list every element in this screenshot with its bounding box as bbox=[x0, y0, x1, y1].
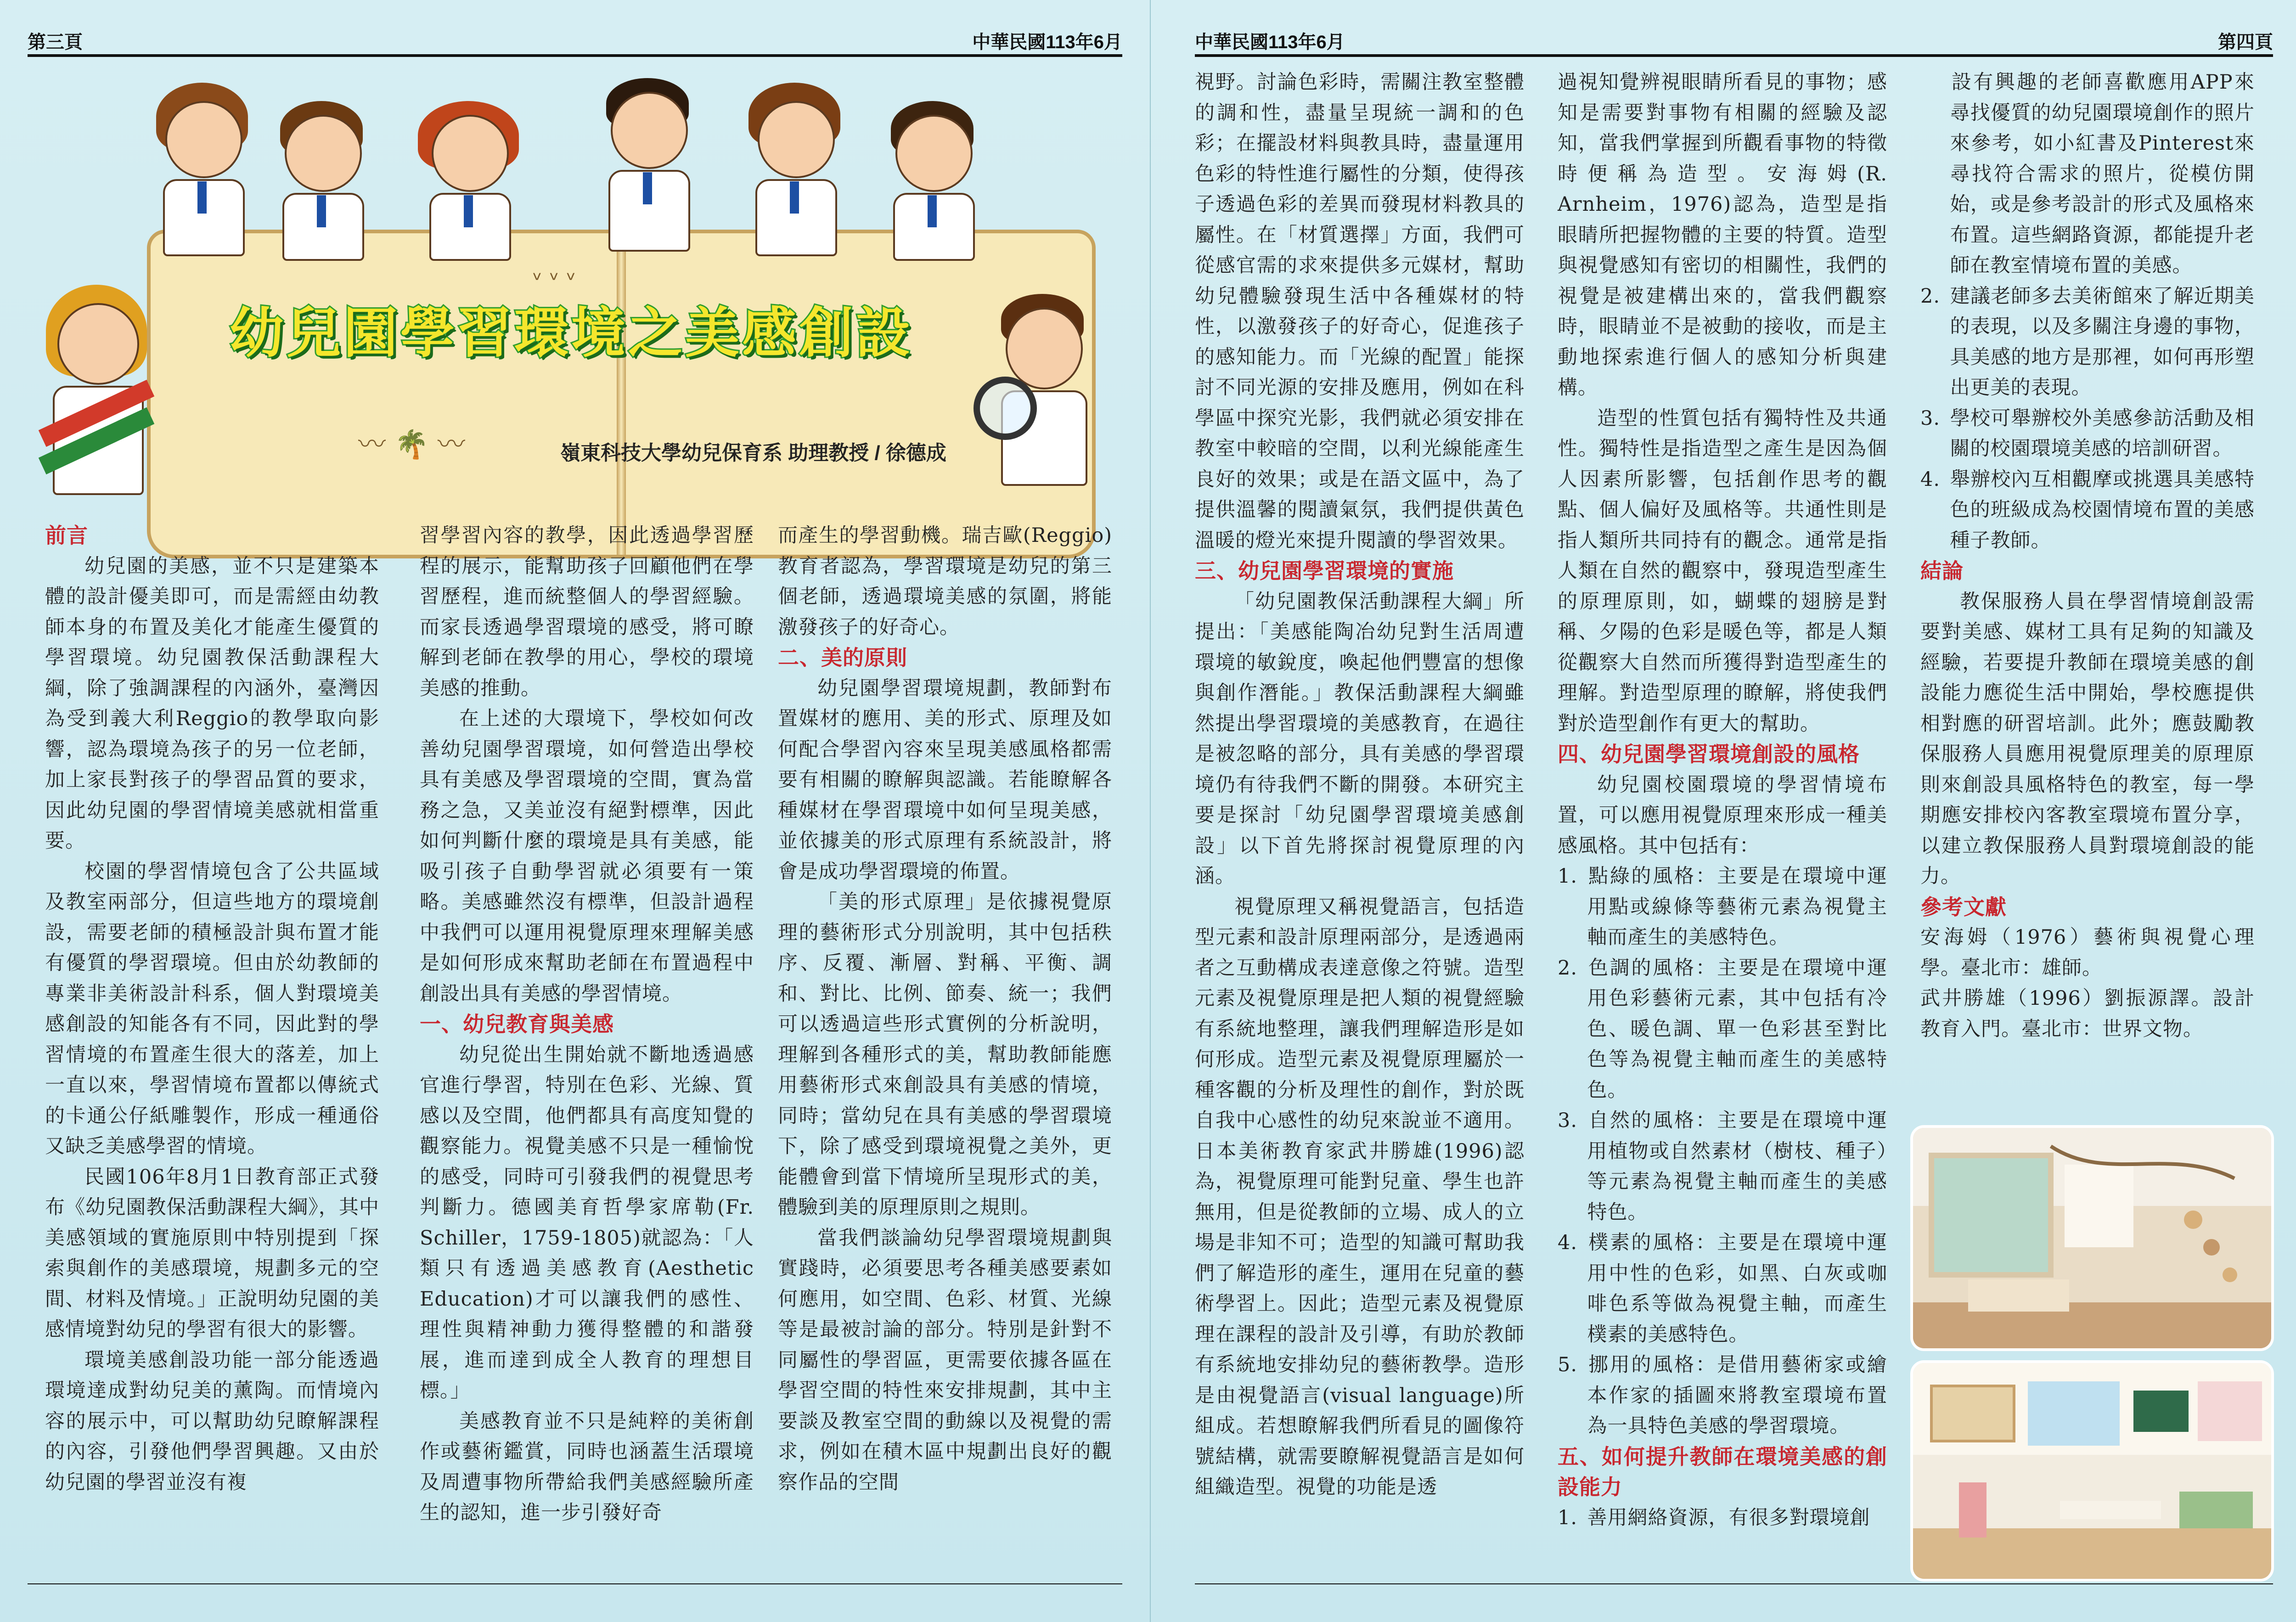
paragraph: 教保服務人員在學習情境創設需要對美感、媒材工具有足夠的知識及經驗，若要提升教師在環境美感的創設能力應從生活中開始，學校應提供相對應的研習培訓。此外；應鼓勵教保服務人員應用視覺原理美的原理原則來創設具風格特色的教室，每一學期應安排校內客教室環境布置分享，以建立教保服務人員對環境創設的能力。 bbox=[1920, 590, 2255, 888]
style-list bbox=[1558, 861, 1887, 1442]
paragraph: 當我們談論幼兒學習環境規劃與實踐時，必須要思考各種美感要素如何應用，如空間、色彩、材質、光線等是最被討論的部分。特別是針對不同屬性的學習區，更需要依據各區在學習空間的特性來安排規劃，其中主要談及教室空間的動線以及視覺的需求，例如在積木區中規劃出良好的觀察作品的空間 bbox=[778, 1226, 1112, 1494]
section-heading-5: 五、如何提升教師在環境美感的創設能力 bbox=[1558, 1444, 1887, 1499]
list-item: 3. 自然的風格：主要是在環境中運用植物或自然素材（樹枝、種子）等元素為視覺主軸而產生的美感特色。 bbox=[1558, 1109, 1887, 1224]
section-heading-2: 二、美的原則 bbox=[778, 646, 907, 670]
paragraph: 造型的性質包括有獨特性及共通性。獨特性是指造型之產生是因為個人因素所影響，包括創作思考的觀點、個人偏好及風格等。共通性則是指人類所共同持有的觀念。通常是指人類在自然的觀察中，發現造型產生的原理原則，如，蝴蝶的翅膀是對稱、夕陽的色彩是暖色等，都是人類從觀察大自然而所獲得對造型產生的理解。對造型原理的瞭解，將使我們對於造型創作有更大的幫助。 bbox=[1558, 406, 1887, 735]
paragraph: 美感教育並不只是純粹的美術創作或藝術鑑賞，同時也涵蓋生活環境及周遭事物所帶給我們美感經驗所產生的認知，進一步引發好奇 bbox=[420, 1409, 754, 1524]
column-6 bbox=[1920, 67, 2255, 1044]
section-heading-references: 參考文獻 bbox=[1920, 895, 2007, 919]
suggestion-list bbox=[1558, 1503, 1887, 1533]
paragraph: 民國106年8月1日教育部正式發布《幼兒園教保活動課程大綱》，其中美感領域的實施原則中特別提到「探索與創作的美感環境，規劃多元的空間、材料及情境。」正說明幼兒園的美感情境對幼兒的學習有很大的影響。 bbox=[45, 1165, 379, 1341]
column-5 bbox=[1558, 67, 1887, 1533]
column-1 bbox=[45, 520, 379, 1498]
section-heading-preface: 前言 bbox=[45, 524, 88, 547]
footer-rule bbox=[28, 1583, 1122, 1584]
issue-date: 中華民國113年6月 bbox=[972, 32, 1122, 52]
header-rule bbox=[1195, 54, 2273, 57]
footer-rule bbox=[1195, 1583, 2273, 1584]
kid-illustration bbox=[882, 101, 983, 257]
paragraph: 環境美感創設功能一部分能透過環境達成對幼兒美的薰陶。而情境內容的展示中，可以幫助幼兒瞭解課程的內容，引發他們學習興趣。又由於幼兒園的學習並沒有複 bbox=[45, 1348, 379, 1494]
list-item: 5. 挪用的風格：是借用藝術家或繪本作家的插圖來將教室環境布置為一具特色美感的學習環境。 bbox=[1558, 1353, 1887, 1437]
girl-with-pencils-illustration bbox=[37, 285, 156, 514]
list-item: 2. 色調的風格：主要是在環境中運用色彩藝術元素，其中包括有冷色、暖色調、單一色彩甚至對比色等為視覺主軸而產生的美感特色。 bbox=[1558, 956, 1887, 1102]
open-book-illustration bbox=[147, 230, 1096, 558]
page-label: 第三頁 bbox=[28, 32, 83, 52]
reference-item: 武井勝雄（1996）劉振源譯。設計教育入門。臺北市：世界文物。 bbox=[1920, 987, 2255, 1041]
section-heading-3: 三、幼兒園學習環境的實施 bbox=[1195, 559, 1454, 583]
kid-illustration bbox=[597, 78, 698, 257]
section-heading-conclusion: 結論 bbox=[1920, 559, 1964, 583]
page-four bbox=[1150, 0, 2296, 1622]
list-item: 2. 建議老師多去美術館來了解近期美的表現，以及多關注身邊的事物，具美感的地方是那裡，如何再形塑出更美的表現。 bbox=[1920, 284, 2255, 399]
paragraph: 視覺原理又稱視覺語言，包括造型元素和設計原理兩部分，是透過兩者之互動構成表達意像之符號。造型元素及視覺原理是把人類的視覺經驗有系統地整理，讓我們理解造形是如何形成。造型元素及視覺原理屬於一種客觀的分析及理性的創作，對於既自我中心感性的幼兒來說並不適用。日本美術教育家武井勝雄(1996)認為，視覺原理可能對兒童、學生也許無用，但是從教師的立場、成人的立場是非知不可；造型的知識可幫助我們了解造形的產生，運用在兒童的藝術學習上。因此；造型元素及視覺原理在課程的設計及引導，有助於教師有系統地安排幼兒的藝術教學。造形是由視覺語言(visual language)所組成。若想瞭解我們所看見的圖像符號結構，就需要瞭解視覺語言是如何組織造型。視覺的功能是透 bbox=[1195, 895, 1525, 1498]
classroom-photo-color-style bbox=[1910, 1360, 2274, 1582]
author-byline: 嶺東科技大學幼兒保育系 助理教授 / 徐德成 bbox=[560, 442, 946, 464]
list-item: 1. 點綠的風格：主要是在環境中運用點或線條等藝術元素為視覺主軸而產生的美感特色。 bbox=[1558, 865, 1887, 949]
paragraph: 習學習內容的教學，因此透過學習歷程的展示，能幫助孩子回顧他們在學習歷程，進而統整個人的學習經驗。而家長透過學習環境的感受，將可瞭解到老師在教學的用心，學校的環境美感的推動。 bbox=[420, 524, 754, 700]
birds-doodle: ᵛ ᵛ ᵛ bbox=[533, 266, 576, 293]
paragraph: 「幼兒園教保活動課程大綱」所提出：「美感能陶冶幼兒對生活周遭環境的敏銳度，喚起他們豐富的想像與創作潛能。」教保活動課程大綱雖然提出學習環境的美感教育，在過往是被忽略的部分，具有美感的學習環境仍有待我們不斷的開發。本研究主要是探討「幼兒園學習環境美感創設」以下首先將探討視覺原理的內涵。 bbox=[1195, 590, 1525, 888]
header-rule bbox=[28, 54, 1122, 57]
list-item: 4. 舉辦校內互相觀摩或挑選具美感特色的班級成為校園情境布置的美感種子教師。 bbox=[1920, 467, 2255, 552]
classroom-photo-image bbox=[1913, 1128, 2271, 1348]
paragraph: 幼兒從出生開始就不斷地透過感官進行學習，特別在色彩、光線、質感以及空間，他們都具有高度知覺的觀察能力。視覺美感不只是一種愉悅的感受，同時可引發我們的視覺思考判斷力。德國美育哲學家席勒(Fr. Schiller，1759-1805)就認為：「人類只有透過美感教育(Aesthetic Education)才可以讓我們的感性、理性與精神動力獲得整體的和諧發展，進而達到成全人教育的理想目標。」 bbox=[420, 1043, 754, 1402]
suggestion-list-continued bbox=[1920, 67, 2255, 556]
column-3 bbox=[778, 520, 1112, 1498]
article-banner bbox=[28, 73, 1120, 514]
page-label: 第四頁 bbox=[2218, 32, 2273, 52]
list-item: 3. 學校可舉辦校外美感參訪活動及相關的校園環境美感的培訓研習。 bbox=[1920, 406, 2255, 460]
reference-list bbox=[1920, 922, 2255, 1044]
paragraph: 幼兒園的美感，並不只是建築本體的設計優美即可，而是需經由幼教師本身的布置及美化才能產生優質的學習環境。幼兒園教保活動課程大綱，除了強調課程的內涵外，臺灣因為受到義大利Reggio的教學取向影響，認為環境為孩子的另一位老師，加上家長對孩子的學習品質的要求，因此幼兒園的學習情境美感就相當重要。 bbox=[45, 554, 379, 852]
kid-illustration bbox=[418, 96, 519, 257]
kid-illustration bbox=[152, 83, 253, 257]
column-4 bbox=[1195, 67, 1525, 1503]
section-heading-4: 四、幼兒園學習環境創設的風格 bbox=[1558, 742, 1860, 766]
list-item: 4. 樸素的風格：主要是在環境中運用中性的色彩，如黑、白灰或咖啡色系等做為視覺主軸，而產生樸素的美感特色。 bbox=[1558, 1231, 1887, 1346]
column-2 bbox=[420, 520, 754, 1528]
boy-with-magnifier-illustration bbox=[974, 294, 1111, 514]
paragraph: 幼兒園校園環境的學習情境布置，可以應用視覺原理來形成一種美感風格。其中包括有： bbox=[1558, 773, 1887, 857]
list-item: 1. 善用網絡資源，有很多對環境創 bbox=[1558, 1506, 1870, 1529]
paragraph: 視野。討論色彩時，需關注教室整體的調和性，盡量呈現統一調和的色彩；在擺設材料與教具時，盡量運用色彩的特性進行屬性的分類，使得孩子透過色彩的差異而發現材料教具的屬性。在「材質選擇」方面，我們可從感官需的求來提供多元媒材，幫助幼兒體驗發現生活中各種媒材的特性，以激發孩子的好奇心，促進孩子的感知能力。而「光線的配置」能探討不同光源的安排及應用，例如在科學區中探究光影，我們就必須安排在教室中較暗的空間，以利光線能產生良好的效果；或是在語文區中，為了提供溫馨的閱讀氣氛，我們提供黃色溫暖的燈光來提升閱讀的學習效果。 bbox=[1195, 71, 1525, 552]
paragraph: 「美的形式原理」是依據視覺原理的藝術形式分別說明，其中包括秩序、反覆、漸層、對稱、平衡、調和、對比、比例、節奏、統一；我們可以透過這些形式實例的分析說明，理解到各種形式的美，幫助教師能應用藝術形式來創設具有美感的情境，同時；當幼兒在具有美感的學習環境下，除了感受到環境視覺之美外，更能體會到當下情境所呈現形式的美，體驗到美的原理原則之規則。 bbox=[778, 890, 1112, 1219]
kid-illustration bbox=[271, 101, 372, 257]
section-heading-1: 一、幼兒教育與美感 bbox=[420, 1012, 614, 1036]
paragraph: 校園的學習情境包含了公共區域及教室兩部分，但這些地方的環境創設，需要老師的積極設計與布置才能有優質的學習環境。但由於幼教師的專業非美術設計科系，個人對環境美感創設的知能各有不同，因此對的學習情境的布置產生很大的落差，加上一直以來，學習情境布置都以傳統式的卡通公仔紙雕製作，形成一種通俗又缺乏美感學習的情境。 bbox=[45, 860, 379, 1158]
book-spine bbox=[617, 233, 626, 555]
classroom-photo-natural-style bbox=[1910, 1125, 2274, 1351]
paragraph: 過視知覺辨視眼睛所看見的事物；感知是需要對事物有相關的經驗及認知，當我們掌握到所觀看事物的特徵時便稱為造型。安海姆(R. Arnheim，1976)認為，造型是指眼睛所把握物體的主要的特質。造型與視覺感知有密切的相關性，我們的視覺是被建構出來的，當我們觀察時，眼睛並不是被動的接收，而是主動地探索進行個人的感知分析與建構。 bbox=[1558, 71, 1887, 399]
article-title: 幼兒園學習環境之美感創設 bbox=[230, 301, 913, 365]
reference-item: 安海姆（1976）藝術與視覺心理學。臺北市：雄師。 bbox=[1920, 926, 2255, 980]
paragraph: 在上述的大環境下，學校如何改善幼兒園學習環境，如何營造出學校具有美感及學習環境的空間，實為當務之急，又美並沒有絕對標準，因此如何判斷什麼的環境是具有美感，能吸引孩子自動學習就必須要有一策略。美感雖然沒有標準，但設計過程中我們可以運用視覺原理來理解美感是如何形成來幫助老師在布置過程中創設出具有美感的學習情境。 bbox=[420, 707, 754, 1005]
paragraph: 而產生的學習動機。瑞吉歐(Reggio)教育者認為，學習環境是幼兒的第三個老師，透過環境美感的氛圍，將能激發孩子的好奇心。 bbox=[778, 524, 1112, 639]
kid-illustration bbox=[744, 83, 845, 257]
island-doodle: 〰 🌴 〰 bbox=[358, 428, 465, 461]
classroom-photo-image bbox=[1913, 1363, 2271, 1579]
paragraph: 幼兒園學習環境規劃，教師對布置媒材的應用、美的形式、原理及如何配合學習內容來呈現美感風格都需要有相關的瞭解與認識。若能瞭解各種媒材在學習環境中如何呈現美感，並依據美的形式原理有系統設計，將會是成功學習環境的佈置。 bbox=[778, 676, 1112, 883]
list-item: 設有興趣的老師喜歡應用APP來尋找優質的幼兒園環境創作的照片來參考，如小紅書及Pinterest來尋找符合需求的照片，從模仿開始，或是參考設計的形式及風格來布置。這些網路資源，都能提升老師在教室情境布置的美感。 bbox=[1950, 71, 2255, 277]
issue-date: 中華民國113年6月 bbox=[1195, 32, 1345, 52]
